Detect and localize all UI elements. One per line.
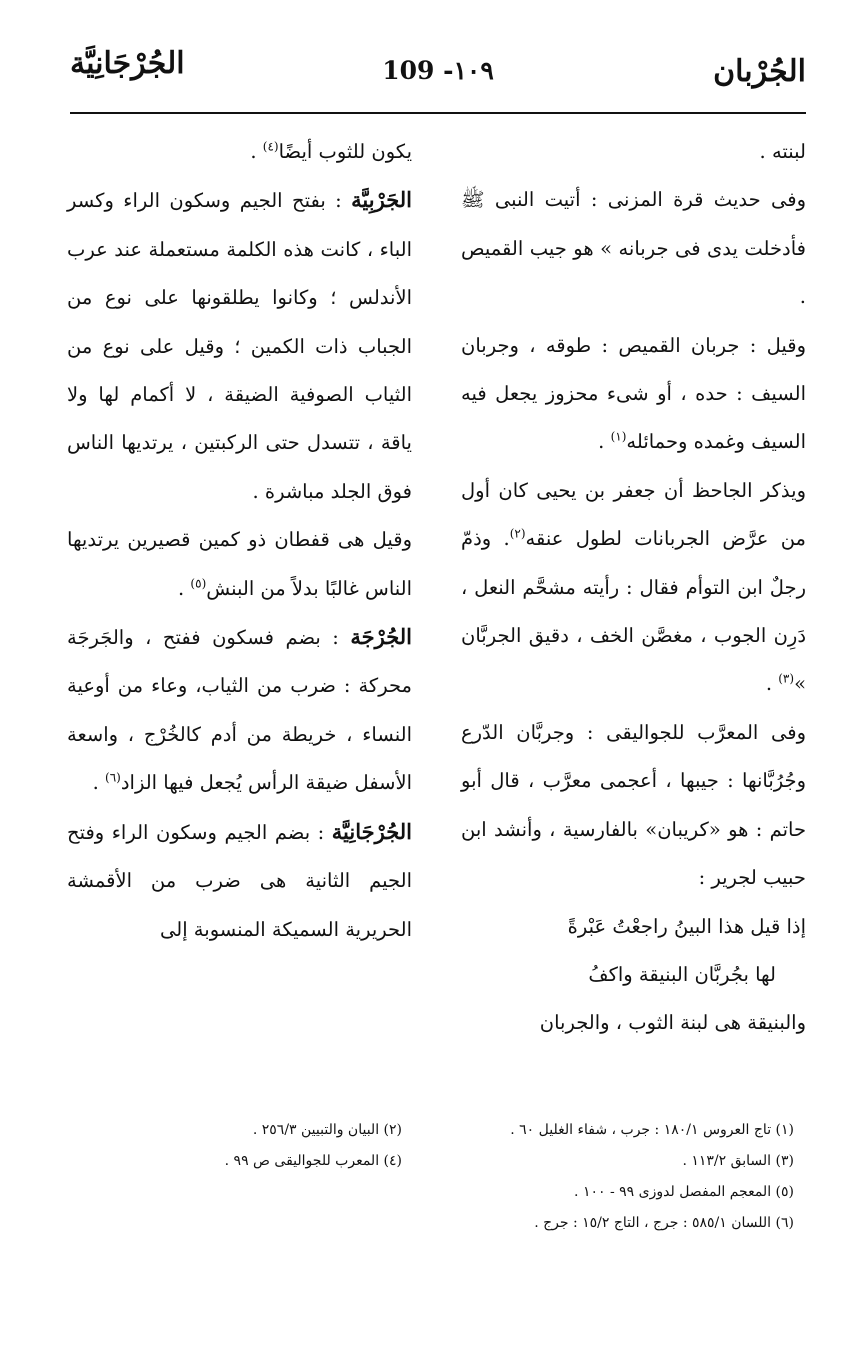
paragraph: وفى حديث قرة المزنى : أتيت النبى ﷺ فأدخلت يدى فى جربانه » هو جيب القميص .: [461, 188, 806, 309]
dictionary-entry: الجُرْجَانِيَّة : بضم الجيم وسكون الراء وفتح الجيم الثانية هى ضرب من الأقمشة الحريرية السميكة المنسوبة إلى: [67, 818, 412, 941]
footnote-ref: (٣): [778, 671, 795, 686]
entry-term: الجَرْبِيَّة: [351, 187, 412, 213]
paragraph: وقيل هى قفطان ذو كمين قصيرين يرتديها الناس غالبًا بدلاً من البنش$^{(٥)}$ .: [67, 528, 412, 600]
footnote-ref: (٢): [509, 526, 526, 541]
footnote-ref: (٤): [262, 139, 279, 154]
page-number: 109 -١٠٩: [382, 56, 494, 85]
header-entry-word-right: الجُرْبان: [713, 54, 806, 89]
entry-term: الجُرْجَانِيَّة: [331, 818, 412, 844]
footnote: (٤) المعرب للجواليقى ص ٩٩ .: [224, 1153, 402, 1169]
left-text-column: [67, 128, 412, 954]
paragraph: وقيل : جربان القميص : طوقه ، وجربان السيف : حده ، أو شىء محزوز يجعل فيه السيف وغمده وحمائله$^{(١)}$ .: [461, 333, 806, 454]
footnote: (٢) البيان والتبيين ٢٥٦/٣ .: [252, 1122, 402, 1138]
footnote-ref: (١): [610, 429, 627, 444]
paragraph: والبنيقة هى لبنة الثوب ، والجربان: [539, 1011, 806, 1035]
footnote: (٥) المعجم المفصل لدوزى ٩٩ - ١٠٠ .: [574, 1184, 794, 1200]
header-entry-word-left: الجُرْجَانِيَّة: [70, 46, 185, 81]
poem-verse: لها بجُربَّان البنيقة واكفُ: [588, 962, 776, 986]
poem-verse: إذا قيل هذا البينُ راجعْتُ عَبْرةً: [567, 914, 806, 938]
paragraph: ويذكر الجاحظ أن جعفر بن يحيى كان أول من عرَّض الجربانات لطول عنقه$^{(٢)}$. وذمّ رجلٌ ابن التوأم فقال : رأيته مشحَّم النعل ، دَرِن الجوب ، مغصَّن الخف ، دقيق الجربَّان »$^{(٣)}$ .: [461, 478, 806, 696]
footnote-ref: (٥): [190, 576, 207, 591]
footnote: (٦) اللسان ٥٨٥/١ : جرج ، التاج ١٥/٢ : جرج .: [534, 1215, 794, 1231]
footnote-ref: (٦): [105, 770, 121, 785]
footnote: (١) تاج العروس ١٨٠/١ : جرب ، شفاء الغليل ٦٠ .: [510, 1122, 794, 1138]
footnote: (٣) السابق ١١٣/٢ .: [682, 1153, 794, 1169]
entry-term: الجُرْجَة: [350, 624, 412, 650]
dictionary-entry: الجُرْجَة : بضم فسكون ففتح ، والجَرجَة محركة : ضرب من الثياب، وعاء من أوعية النساء ، خريطة من أدم كالخُرْج ، واسعة الأسفل ضيقة الرأس يُجعل فيها الزاد$^{(٦)}$ .: [67, 624, 412, 795]
footnotes-left: [62, 1115, 402, 1177]
paragraph: يكون للثوب أيضًا$^{(٤)}$ .: [250, 139, 412, 163]
paragraph: لبنته .: [759, 140, 806, 163]
right-text-column: [461, 128, 806, 1048]
page-header: [70, 40, 806, 114]
dictionary-entry: الجَرْبِيَّة : بفتح الجيم وسكون الراء وكسر الباء ، كانت هذه الكلمة مستعملة عند عرب الأندلس ؛ وكانوا يطلقونها على نوع من الجباب ذات الكمين ؛ وقيل على نوع من الثياب الصوفية الضيقة ، لا أكمام لها ولا ياقة ، تتسدل حتى الركبتين ، يرتديها الناس فوق الجلد مباشرة .: [67, 187, 412, 503]
footnotes-right: [404, 1115, 794, 1239]
paragraph: وفى المعرَّب للجواليقى : وجربَّان الدّرع وجُرُبَّانها : جيبها ، أعجمى معرَّب ، قال أبو حاتم : هو «كريبان» بالفارسية ، وأنشد ابن حبيب لجرير :: [461, 720, 806, 890]
